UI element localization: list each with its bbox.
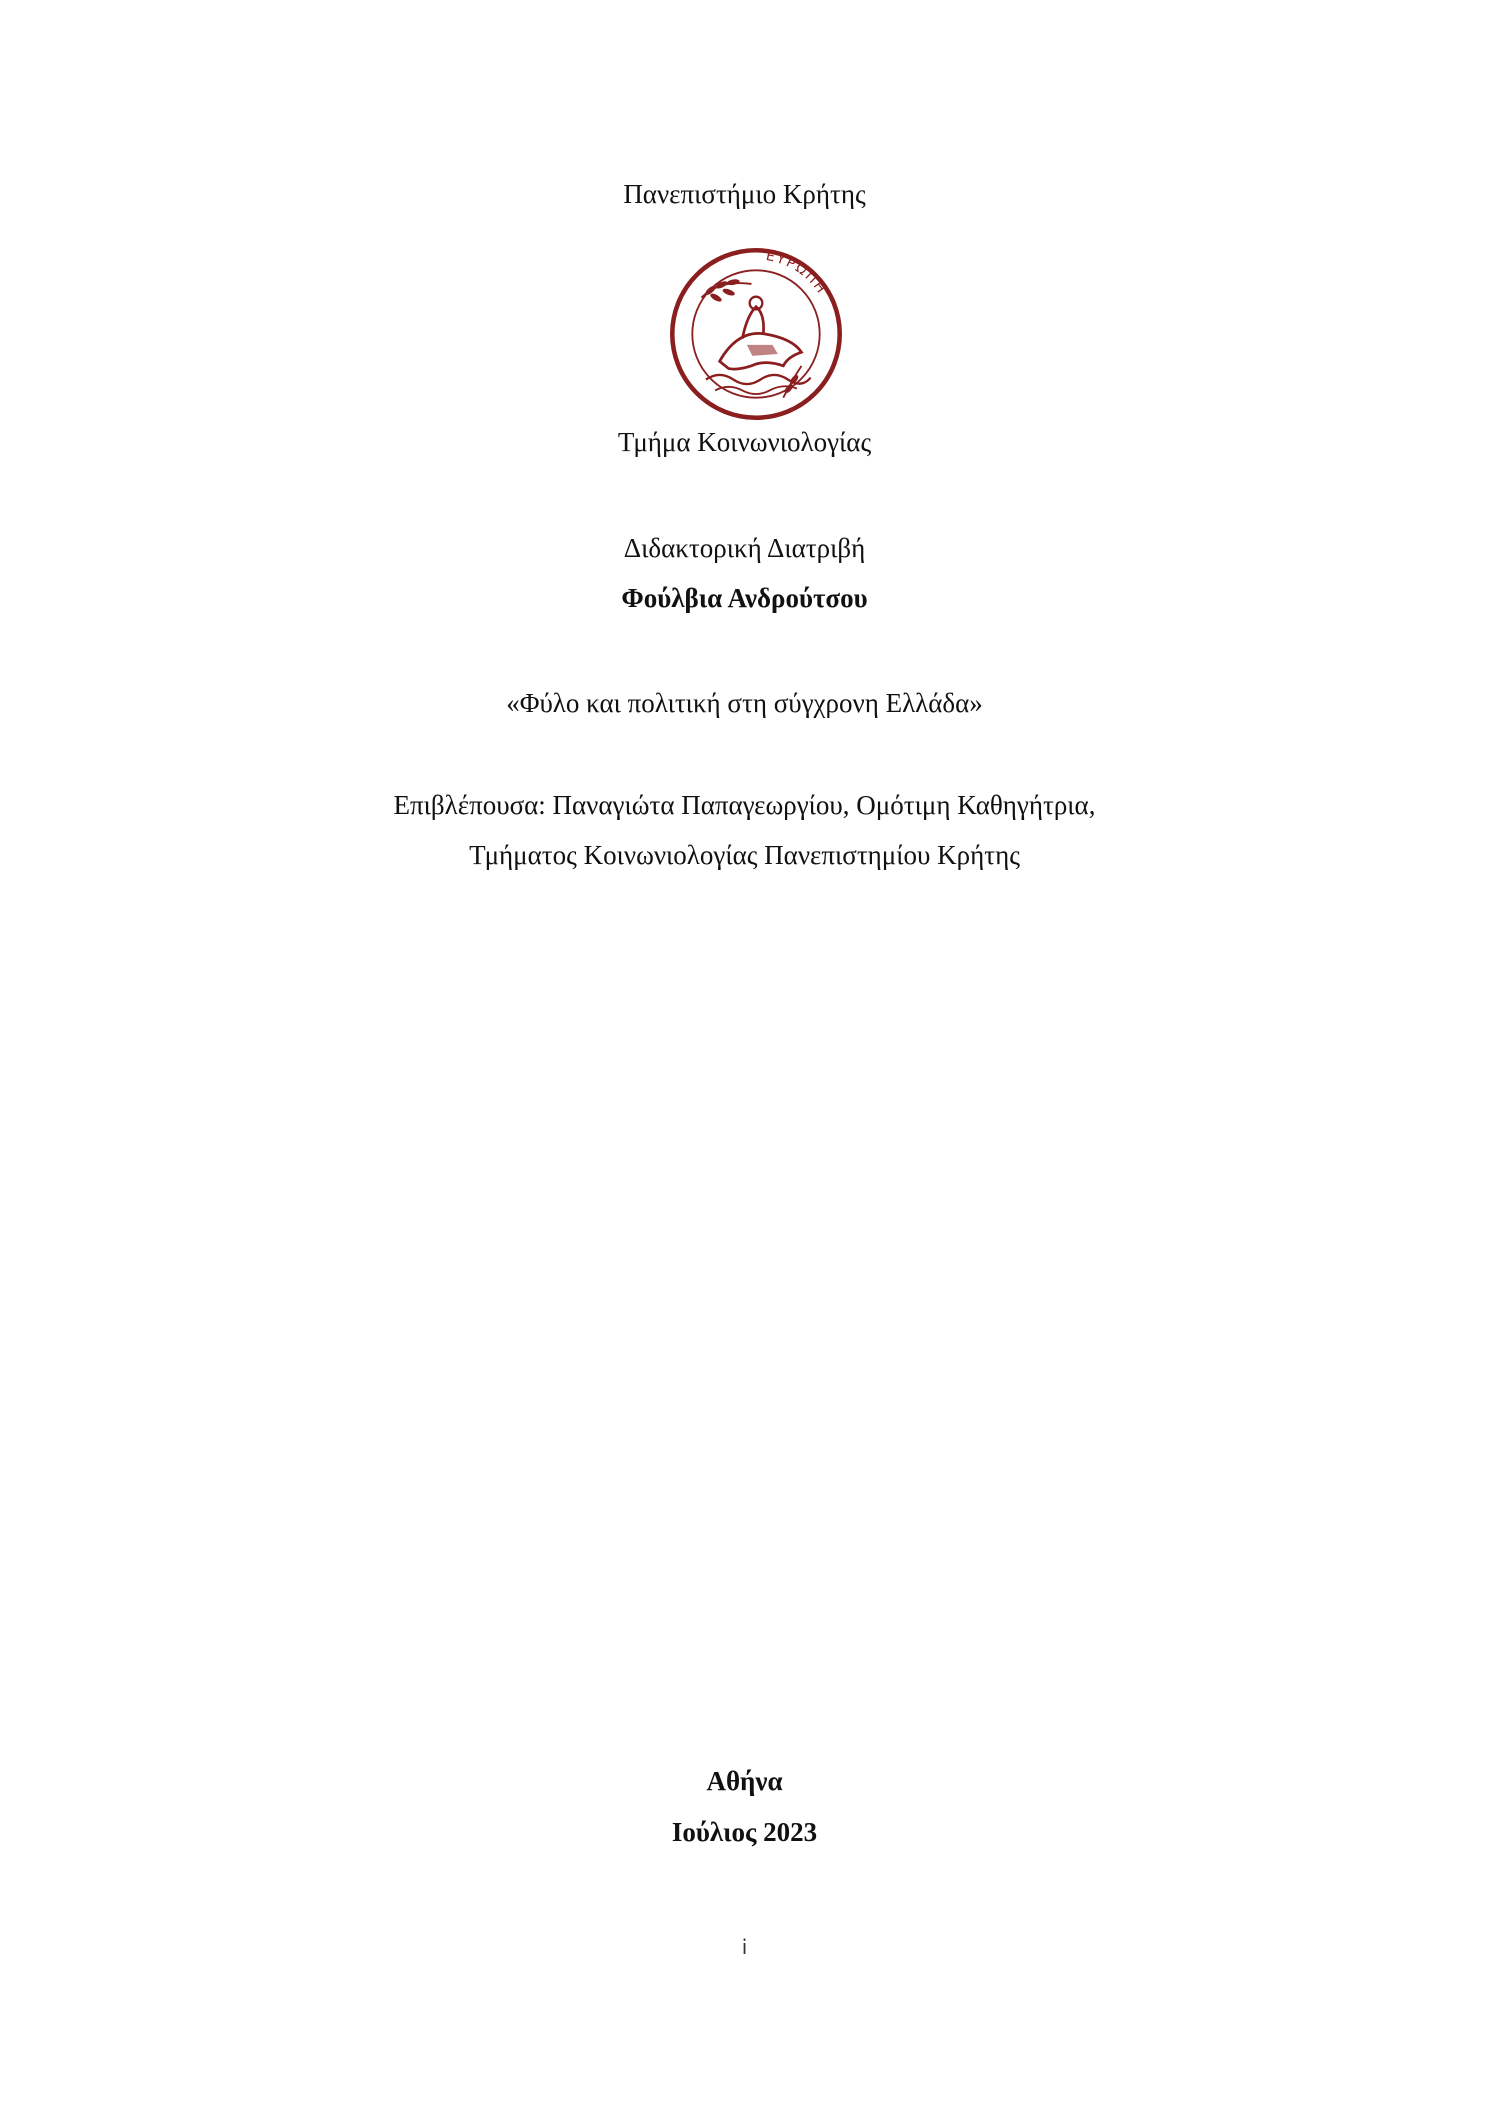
university-name: Πανεπιστήμιο Κρήτης: [623, 179, 866, 209]
thesis-title: «Φύλο και πολιτική στη σύγχρονη Ελλάδα»: [506, 688, 983, 718]
city: Αθήνα: [706, 1766, 783, 1796]
supervisor-line-1: Επιβλέπουσα: Παναγιώτα Παπαγεωργίου, Ομότιμη Καθηγήτρια,: [393, 790, 1096, 820]
author-name: Φούλβια Ανδρούτσου: [621, 583, 868, 613]
seal-inscription: ΕΥΡΩΠΗ: [764, 248, 830, 298]
page-number: i: [741, 1935, 748, 1959]
department-name: Τμήμα Κοινωνιολογίας: [617, 427, 872, 457]
document-type: Διδακτορική Διατριβή: [623, 533, 866, 563]
university-seal-icon: [665, 243, 847, 425]
date: Ιούλιος 2023: [671, 1817, 818, 1847]
supervisor-line-2: Τμήματος Κοινωνιολογίας Πανεπιστημίου Κρήτης: [469, 840, 1020, 870]
